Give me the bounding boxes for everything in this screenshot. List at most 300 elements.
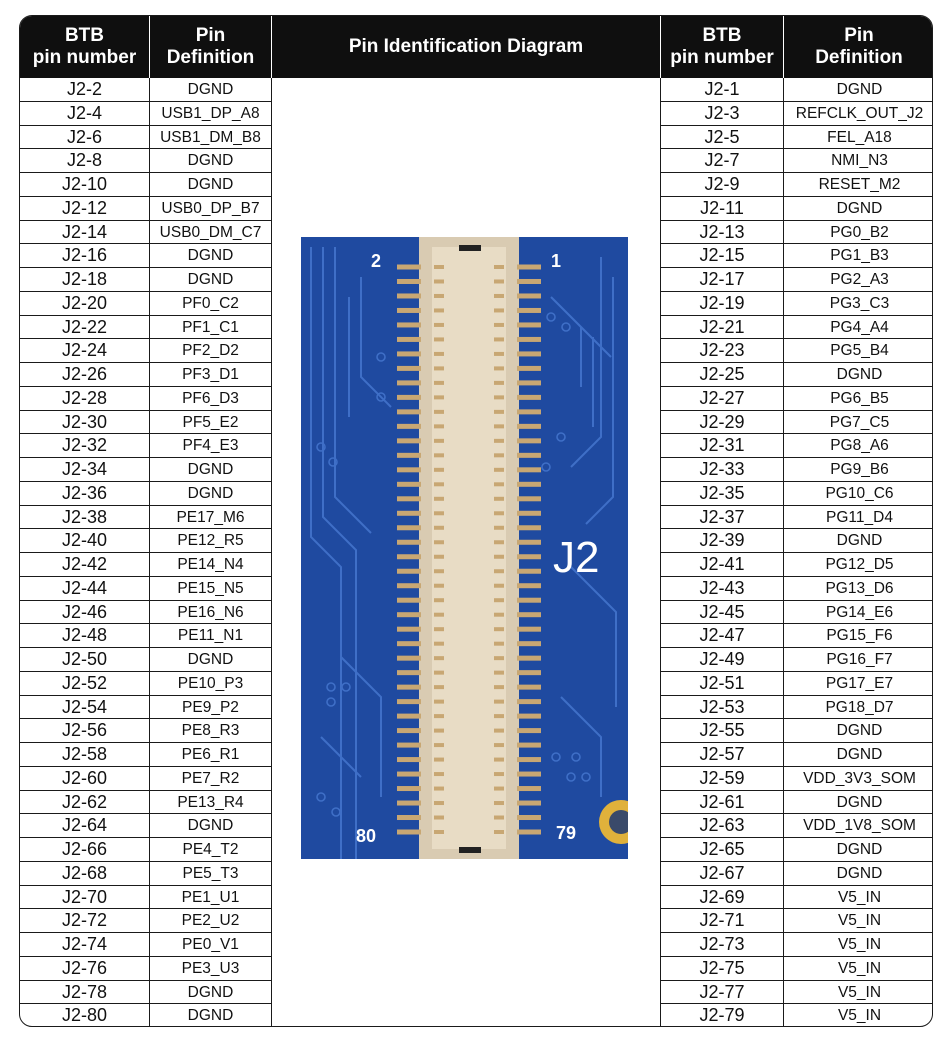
housing-notch xyxy=(459,847,481,853)
pin-definition: DGND xyxy=(836,793,883,811)
pin-definition: DGND xyxy=(836,199,883,217)
btb-pin-number: J2-18 xyxy=(20,268,150,291)
btb-pin-number: J2-31 xyxy=(661,434,784,457)
pin-definition: PG4_A4 xyxy=(830,318,889,336)
pin-right xyxy=(517,511,541,516)
table-row xyxy=(20,529,271,553)
table-row xyxy=(20,197,271,221)
table-row xyxy=(661,981,933,1005)
pin-inner-left xyxy=(434,613,444,617)
pin-right xyxy=(517,424,541,429)
btb-pin-number: J2-62 xyxy=(20,791,150,814)
btb-pin-number: J2-33 xyxy=(661,458,784,481)
table-row xyxy=(661,719,933,743)
table-row xyxy=(661,506,933,530)
pin-right xyxy=(517,380,541,385)
pin-inner-right xyxy=(494,511,504,515)
pin-definition: DGND xyxy=(187,271,234,288)
btb-pin-number: J2-11 xyxy=(661,197,784,220)
btb-pin-number: J2-42 xyxy=(20,553,150,576)
pin-definition: DGND xyxy=(187,1007,234,1025)
pin-inner-left xyxy=(434,511,444,515)
pin-inner-left xyxy=(434,555,444,559)
table-row xyxy=(20,577,271,601)
btb-pin-number: J2-50 xyxy=(20,648,150,671)
btb-pin-number: J2-2 xyxy=(20,78,150,101)
pin-inner-left xyxy=(434,453,444,457)
btb-pin-number: J2-5 xyxy=(661,126,784,149)
pin-definition: V5_IN xyxy=(837,1007,882,1025)
pin-left xyxy=(397,453,421,458)
pin-right xyxy=(517,308,541,313)
table-row xyxy=(20,886,271,910)
pin-left xyxy=(397,540,421,545)
table-row xyxy=(20,933,271,957)
table-row xyxy=(661,126,933,150)
pin-inner-right xyxy=(494,685,504,689)
pin-definition: PE17_M6 xyxy=(176,508,245,526)
pin-inner-left xyxy=(434,265,444,269)
pin-definition: PG10_C6 xyxy=(825,484,894,502)
pin-definition: PE2_U2 xyxy=(181,912,240,930)
pin-right xyxy=(517,728,541,733)
pin-inner-left xyxy=(434,642,444,646)
connector-label-j2: J2 xyxy=(553,533,600,582)
pin-label-1: 1 xyxy=(551,251,562,271)
pin-right xyxy=(517,743,541,748)
pin-left xyxy=(397,569,421,574)
pin-definition: DGND xyxy=(187,247,234,265)
table-row xyxy=(661,791,933,815)
pin-right xyxy=(517,351,541,356)
pin-right xyxy=(517,337,541,342)
table-row xyxy=(20,78,271,102)
pin-definition: PG8_A6 xyxy=(830,437,889,455)
pin-right xyxy=(517,540,541,545)
pin-left xyxy=(397,351,421,356)
table-row xyxy=(20,458,271,482)
pin-definition: NMI_N3 xyxy=(831,152,888,170)
pin-inner-right xyxy=(494,627,504,631)
btb-pin-number: J2-15 xyxy=(661,244,784,267)
header-btb-left xyxy=(20,16,150,78)
pin-inner-left xyxy=(434,497,444,501)
pin-right xyxy=(517,786,541,791)
btb-pin-number: J2-67 xyxy=(661,862,784,885)
pin-inner-right xyxy=(494,424,504,428)
table-row xyxy=(661,957,933,981)
pin-definition: PE8_R3 xyxy=(181,722,240,740)
pin-left xyxy=(397,496,421,501)
pin-right xyxy=(517,293,541,298)
pin-definition: DGND xyxy=(187,176,234,193)
table-row xyxy=(661,292,933,316)
pin-right xyxy=(517,583,541,588)
pin-inner-right xyxy=(494,598,504,602)
pin-left xyxy=(397,670,421,675)
header-btb-line1: BTB xyxy=(64,25,105,46)
pin-inner-left xyxy=(434,671,444,675)
pin-definition: PG9_B6 xyxy=(830,461,889,478)
pin-definition: PE5_T3 xyxy=(182,864,239,882)
pin-definition: DGND xyxy=(836,746,883,763)
table-row xyxy=(20,957,271,981)
pin-right xyxy=(517,279,541,284)
table-row xyxy=(20,767,271,791)
header-def-line2: Definition xyxy=(166,47,255,68)
pin-inner-left xyxy=(434,482,444,486)
table-row xyxy=(661,173,933,197)
table-row xyxy=(20,244,271,268)
pin-definition: DGND xyxy=(836,532,883,550)
pin-inner-left xyxy=(434,308,444,312)
table-row xyxy=(20,411,271,435)
pin-inner-left xyxy=(434,816,444,820)
btb-pin-number: J2-43 xyxy=(661,577,784,600)
pin-inner-right xyxy=(494,656,504,660)
pin-inner-left xyxy=(434,758,444,762)
pin-definition: V5_IN xyxy=(837,888,882,906)
btb-pin-number: J2-1 xyxy=(661,78,784,101)
pin-left xyxy=(397,395,421,400)
pin-definition: PG7_C5 xyxy=(829,413,890,431)
table-row xyxy=(20,126,271,150)
pin-inner-left xyxy=(434,714,444,718)
table-row xyxy=(661,624,933,648)
left-pin-table xyxy=(20,78,272,1027)
btb-pin-number: J2-12 xyxy=(20,197,150,220)
btb-pin-number: J2-78 xyxy=(20,981,150,1004)
btb-pin-number: J2-72 xyxy=(20,909,150,932)
table-row xyxy=(20,743,271,767)
pin-inner-right xyxy=(494,352,504,356)
btb-pin-number: J2-56 xyxy=(20,719,150,742)
pin-definition: PG1_B3 xyxy=(830,247,889,265)
pin-definition: DGND xyxy=(187,983,234,1001)
pin-inner-right xyxy=(494,787,504,791)
table-row xyxy=(661,933,933,957)
pin-right xyxy=(517,438,541,443)
pin-inner-right xyxy=(494,816,504,820)
pin-inner-left xyxy=(434,468,444,472)
pin-left xyxy=(397,743,421,748)
pin-right xyxy=(517,801,541,806)
table-row xyxy=(20,149,271,173)
pin-inner-left xyxy=(434,787,444,791)
pin-definition: USB1_DP_A8 xyxy=(161,104,260,122)
table-row xyxy=(20,173,271,197)
table-row xyxy=(20,814,271,838)
btb-pin-number: J2-59 xyxy=(661,767,784,790)
pin-right xyxy=(517,525,541,530)
btb-pin-number: J2-3 xyxy=(661,102,784,125)
btb-pin-number: J2-69 xyxy=(661,886,784,909)
pin-left xyxy=(397,337,421,342)
housing-notch xyxy=(459,245,481,251)
pin-right xyxy=(517,496,541,501)
table-row xyxy=(661,149,933,173)
pin-left xyxy=(397,728,421,733)
table-row xyxy=(661,696,933,720)
btb-pin-number: J2-66 xyxy=(20,838,150,861)
table-row xyxy=(661,339,933,363)
pin-label-80: 80 xyxy=(356,826,377,846)
header-def-line2: Definition xyxy=(815,47,903,68)
pin-definition: PG3_C3 xyxy=(829,294,890,312)
btb-pin-number: J2-57 xyxy=(661,743,784,766)
btb-pin-number: J2-40 xyxy=(20,529,150,552)
btb-pin-number: J2-25 xyxy=(661,363,784,386)
pin-definition: PE12_R5 xyxy=(177,532,244,550)
pin-right xyxy=(517,757,541,762)
table-row xyxy=(20,719,271,743)
pin-right xyxy=(517,322,541,327)
pin-left xyxy=(397,511,421,516)
pin-inner-left xyxy=(434,337,444,341)
pin-inner-left xyxy=(434,801,444,805)
pin-inner-left xyxy=(434,584,444,588)
btb-pin-number: J2-37 xyxy=(661,506,784,529)
btb-pin-number: J2-17 xyxy=(661,268,784,291)
header-diagram xyxy=(272,16,661,78)
table-row xyxy=(20,624,271,648)
pin-inner-right xyxy=(494,801,504,805)
table-row xyxy=(20,292,271,316)
pin-inner-right xyxy=(494,497,504,501)
pin-right xyxy=(517,772,541,777)
btb-pin-number: J2-9 xyxy=(661,173,784,196)
btb-pin-number: J2-49 xyxy=(661,648,784,671)
table-row xyxy=(20,221,271,245)
pin-inner-left xyxy=(434,424,444,428)
pin-inner-right xyxy=(494,729,504,733)
pin-left xyxy=(397,801,421,806)
table-row xyxy=(661,363,933,387)
btb-pin-number: J2-16 xyxy=(20,244,150,267)
btb-pin-number: J2-19 xyxy=(661,292,784,315)
pin-left xyxy=(397,641,421,646)
pin-inner-left xyxy=(434,569,444,573)
table-row xyxy=(661,268,933,292)
table-row xyxy=(661,387,933,411)
btb-pin-number: J2-58 xyxy=(20,743,150,766)
btb-pin-number: J2-22 xyxy=(20,316,150,339)
btb-pin-number: J2-45 xyxy=(661,601,784,624)
pin-left xyxy=(397,786,421,791)
pin-right xyxy=(517,815,541,820)
pin-inner-left xyxy=(434,439,444,443)
btb-pin-number: J2-30 xyxy=(20,411,150,434)
pin-left xyxy=(397,583,421,588)
btb-pin-number: J2-68 xyxy=(20,862,150,885)
btb-pin-number: J2-14 xyxy=(20,221,150,244)
btb-pin-number: J2-54 xyxy=(20,696,150,719)
pin-definition: PF0_C2 xyxy=(182,294,239,312)
pin-inner-right xyxy=(494,308,504,312)
pin-inner-left xyxy=(434,381,444,385)
header-def-line1: Pin xyxy=(195,25,226,46)
pin-definition: PG18_D7 xyxy=(825,698,894,716)
table-row xyxy=(20,791,271,815)
pin-left xyxy=(397,424,421,429)
header-def-right xyxy=(784,16,933,78)
pin-definition: V5_IN xyxy=(837,959,882,977)
table-row xyxy=(661,221,933,245)
pin-definition: FEL_A18 xyxy=(827,128,892,146)
btb-pin-number: J2-60 xyxy=(20,767,150,790)
pin-right xyxy=(517,685,541,690)
pin-inner-left xyxy=(434,729,444,733)
pin-left xyxy=(397,685,421,690)
pin-inner-right xyxy=(494,642,504,646)
pin-right xyxy=(517,598,541,603)
pin-right xyxy=(517,612,541,617)
pin-left xyxy=(397,467,421,472)
pin-definition: PE9_P2 xyxy=(182,698,239,716)
pin-definition: PG13_D6 xyxy=(825,579,894,597)
table-row xyxy=(661,838,933,862)
pin-inner-left xyxy=(434,352,444,356)
table-row xyxy=(20,601,271,625)
pin-right xyxy=(517,670,541,675)
pin-definition: V5_IN xyxy=(837,912,882,930)
header-btb-line2: pin number xyxy=(670,47,774,68)
table-row xyxy=(20,482,271,506)
table-row xyxy=(661,197,933,221)
pin-definition: PG14_E6 xyxy=(825,603,894,621)
pin-inner-right xyxy=(494,439,504,443)
pin-left xyxy=(397,322,421,327)
pin-inner-left xyxy=(434,540,444,544)
pin-left xyxy=(397,482,421,487)
btb-pin-number: J2-65 xyxy=(661,838,784,861)
pin-inner-right xyxy=(494,613,504,617)
pin-inner-right xyxy=(494,540,504,544)
table-row xyxy=(661,814,933,838)
pin-definition: PE14_N4 xyxy=(177,556,244,573)
pin-definition: DGND xyxy=(836,722,883,740)
pin-definition: DGND xyxy=(187,651,234,668)
pin-definition: PE13_R4 xyxy=(177,793,244,811)
pin-right xyxy=(517,395,541,400)
table-row xyxy=(661,316,933,340)
pin-definition: USB0_DM_C7 xyxy=(159,223,262,241)
table-row xyxy=(20,339,271,363)
pin-inner-right xyxy=(494,395,504,399)
pin-definition: PG0_B2 xyxy=(830,223,889,241)
pin-definition: V5_IN xyxy=(837,983,882,1001)
pin-inner-right xyxy=(494,323,504,327)
btb-pin-number: J2-64 xyxy=(20,814,150,837)
btb-pin-number: J2-48 xyxy=(20,624,150,647)
table-row xyxy=(661,648,933,672)
pin-left xyxy=(397,656,421,661)
table-row xyxy=(20,696,271,720)
pin-definition: PG16_F7 xyxy=(826,651,893,668)
pin-definition: DGND xyxy=(836,864,883,882)
pin-definition: DGND xyxy=(187,152,234,170)
table-row xyxy=(661,458,933,482)
pin-definition: PG12_D5 xyxy=(825,556,894,573)
pin-label-2: 2 xyxy=(371,251,382,271)
pin-definition: PE10_P3 xyxy=(177,674,244,692)
header-def-left xyxy=(150,16,272,78)
pin-definition: PG2_A3 xyxy=(830,271,889,288)
table-row xyxy=(661,244,933,268)
table-row xyxy=(661,743,933,767)
header-btb-line2: pin number xyxy=(32,47,137,68)
btb-pin-number: J2-39 xyxy=(661,529,784,552)
pin-definition: PE0_V1 xyxy=(182,936,239,953)
btb-pin-number: J2-76 xyxy=(20,957,150,980)
pin-inner-right xyxy=(494,569,504,573)
table-row xyxy=(661,411,933,435)
btb-pin-number: J2-24 xyxy=(20,339,150,362)
btb-pin-number: J2-71 xyxy=(661,909,784,932)
pin-inner-left xyxy=(434,395,444,399)
pin-inner-right xyxy=(494,758,504,762)
table-row xyxy=(661,577,933,601)
pin-definition: PE15_N5 xyxy=(177,579,244,597)
pin-left xyxy=(397,380,421,385)
pin-left xyxy=(397,409,421,414)
table-row xyxy=(20,363,271,387)
pin-left xyxy=(397,612,421,617)
right-pin-table xyxy=(660,78,933,1027)
pin-left xyxy=(397,714,421,719)
btb-pin-number: J2-53 xyxy=(661,696,784,719)
pin-inner-left xyxy=(434,830,444,834)
header-btb-right xyxy=(661,16,784,78)
pin-definition: PF3_D1 xyxy=(182,366,239,383)
table-row xyxy=(20,672,271,696)
btb-pin-number: J2-47 xyxy=(661,624,784,647)
pin-definition: PF5_E2 xyxy=(182,413,239,431)
btb-pin-number: J2-7 xyxy=(661,149,784,172)
table-row xyxy=(661,1004,933,1027)
table-row xyxy=(661,553,933,577)
btb-pin-number: J2-41 xyxy=(661,553,784,576)
table-row xyxy=(661,529,933,553)
pin-left xyxy=(397,598,421,603)
pin-inner-right xyxy=(494,830,504,834)
pin-inner-left xyxy=(434,526,444,530)
btb-pin-number: J2-27 xyxy=(661,387,784,410)
pin-inner-left xyxy=(434,279,444,283)
table-row xyxy=(661,672,933,696)
table-row xyxy=(661,102,933,126)
btb-pin-number: J2-52 xyxy=(20,672,150,695)
btb-pin-number: J2-10 xyxy=(20,173,150,196)
pin-definition: PF6_D3 xyxy=(182,389,239,407)
pin-inner-right xyxy=(494,584,504,588)
table-row xyxy=(20,909,271,933)
table-row xyxy=(661,434,933,458)
pin-right xyxy=(517,699,541,704)
btb-pin-number: J2-79 xyxy=(661,1004,784,1027)
pin-left xyxy=(397,265,421,270)
pin-definition: PE1_U1 xyxy=(181,888,240,906)
pin-inner-right xyxy=(494,526,504,530)
header-diagram-title: Pin Identification Diagram xyxy=(348,36,584,57)
pin-left xyxy=(397,279,421,284)
pin-inner-left xyxy=(434,598,444,602)
btb-pin-number: J2-34 xyxy=(20,458,150,481)
pin-right xyxy=(517,656,541,661)
pin-right xyxy=(517,453,541,458)
btb-pin-number: J2-61 xyxy=(661,791,784,814)
pin-definition: VDD_3V3_SOM xyxy=(803,769,916,787)
